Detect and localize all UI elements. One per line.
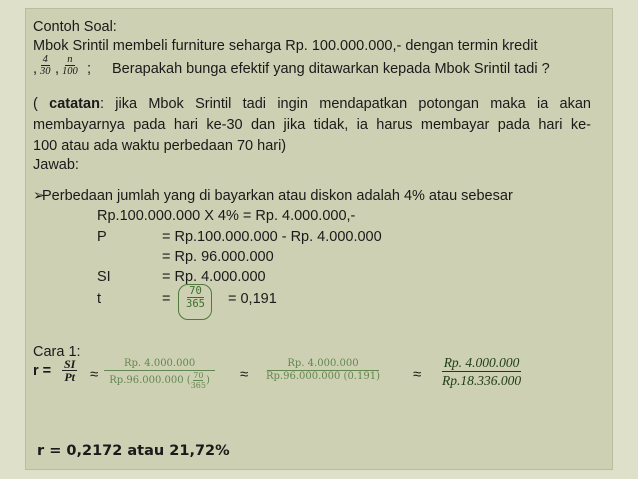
approx-3: ≈ bbox=[413, 366, 422, 383]
approx-2: ≈ bbox=[240, 366, 249, 383]
question-text: Berapakah bunga efektif yang ditawarkan kepada Mbok Srintil tadi ? bbox=[112, 61, 550, 77]
calc-line: Rp.100.000.000 X 4% = Rp. 4.000.000,- bbox=[97, 208, 356, 224]
terms-suffix: ; bbox=[87, 61, 92, 77]
note-line-2: membayarnya pada hari ke-30 dan jika tidak, ia harus membayar pada hari ke- bbox=[33, 117, 591, 133]
terms-prefix: , bbox=[33, 61, 38, 77]
bullet-line: ➢Perbedaan jumlah yang di bayarkan atau diskon adalah 4% atau sebesar bbox=[33, 188, 513, 204]
row-p2-value: = Rp. 96.000.000 bbox=[162, 249, 274, 265]
problem-text: Mbok Srintil membeli furniture seharga Rp. 100.000.000,- dengan termin kredit bbox=[33, 38, 538, 54]
formula-step-2: $\frac{Rp. 4.000.000}{Rp.96.000.000 (0.191)}$ bbox=[266, 358, 380, 382]
row-p-value: = Rp.100.000.000 - Rp. 4.000.000 bbox=[162, 229, 382, 245]
cara-label: Cara 1: bbox=[33, 344, 81, 360]
note-label: catatan bbox=[49, 96, 100, 112]
bullet-arrow-icon: ➢ bbox=[33, 188, 46, 204]
row-p-label: P bbox=[97, 229, 107, 245]
t-result: = 0,191 bbox=[228, 291, 277, 307]
final-result: r = 0,2172 atau 21,72% bbox=[37, 442, 230, 459]
t-fraction: $\frac{70}{365}$ bbox=[186, 285, 205, 310]
approx-1: ≈ bbox=[90, 366, 99, 383]
row-t-eq: = bbox=[162, 291, 171, 307]
formula-step-3: $\frac{Rp. 4.000.000}{Rp.18.336.000}$ bbox=[442, 355, 522, 388]
r-label: r = bbox=[33, 363, 52, 379]
formula-si-pt: $\frac{SI}{Pt}$ bbox=[64, 357, 76, 384]
row-t-label: t bbox=[97, 291, 102, 307]
row-si-value: = Rp. 4.000.000 bbox=[162, 269, 266, 285]
terms-sep: , bbox=[55, 61, 60, 77]
heading-contoh-soal: Contoh Soal: bbox=[33, 19, 117, 35]
terms-fraction-2: $\frac{n}{100}$ bbox=[62, 54, 78, 77]
note-line-3: 100 atau ada waktu perbedaan 70 hari) bbox=[33, 138, 287, 154]
formula-step-1: Rp. 4.000.000 Rp.96.000.000 ( 70 365 ) bbox=[104, 358, 215, 390]
note-line-1: ( catatan: jika Mbok Srintil tadi ingin mendapatkan potongan maka ia akan bbox=[33, 96, 591, 112]
answer-label: Jawab: bbox=[33, 157, 79, 173]
row-si-label: SI bbox=[97, 269, 111, 285]
terms-fraction-1: $\frac{4}{30}$ bbox=[40, 54, 51, 77]
inner-fraction: 70 365 bbox=[190, 371, 206, 390]
